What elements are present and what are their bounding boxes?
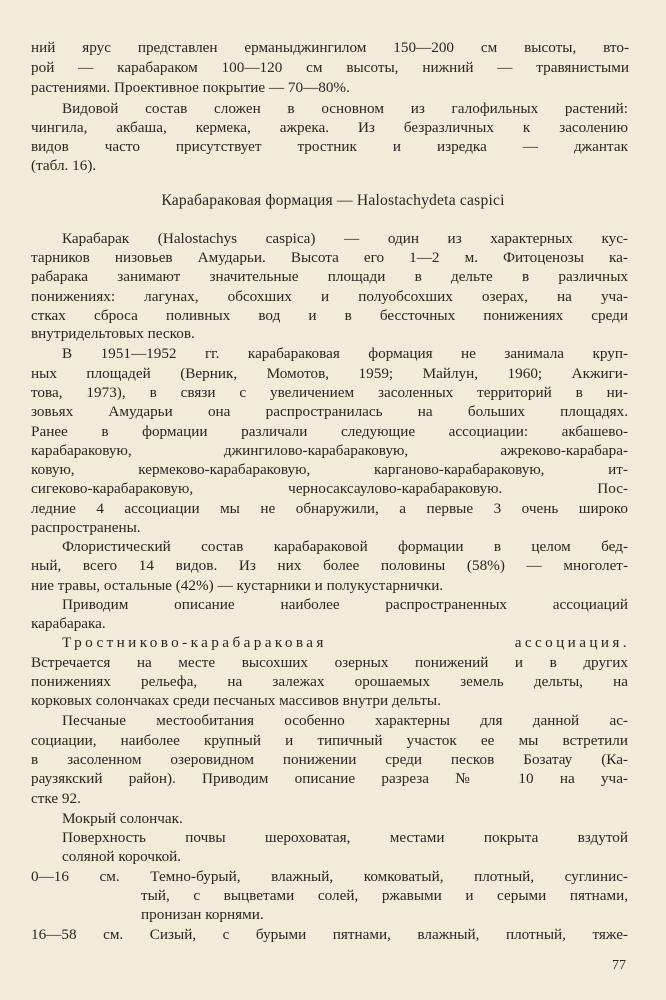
text-line: Песчаные местообитания особенно характерны для данной ас- bbox=[62, 712, 628, 730]
text-line: социации, наиболее крупный и типичный участок ее мы встретили bbox=[31, 731, 628, 749]
soil-layer-line: тый, с выцветами солей, ржавыми и серыми пятнами, bbox=[141, 886, 628, 904]
text-line: распространены. bbox=[31, 518, 141, 536]
text-line: ковую, кермеково-карабараковую, карганово-карабараковую, ит- bbox=[31, 461, 628, 478]
text-line: Флористический состав карабараковой формации в целом бед- bbox=[62, 538, 628, 556]
section-heading: Карабараковая формация — Halostachydeta caspici bbox=[161, 192, 505, 210]
text-line: тарников низовьев Амударьи. Высота его 1—2 м. Фитоценозы ка- bbox=[31, 249, 628, 267]
text-line: Поверхность почвы шероховатая, местами покрыта вздутой bbox=[62, 828, 628, 846]
text-line: Приводим описание наиболее распространенных ассоциаций bbox=[62, 595, 628, 613]
text-line: видов часто присутствует тростник и изредка — джантак bbox=[31, 138, 628, 156]
text-line: карабараковую, джингилово-карабараковую, ажреково-карабара- bbox=[31, 441, 628, 459]
text-line: Встречается на месте высохших озерных понижений и в других bbox=[31, 653, 628, 671]
text-line: Мокрый солончак. bbox=[62, 809, 183, 827]
text-line: това, 1973), в связи с увеличением засоленных территорий в ни- bbox=[31, 384, 628, 401]
text-line: Карабарак (Halostachys caspica) — один из характерных кус- bbox=[62, 229, 628, 247]
text-line: раузякский район). Приводим описание разреза № 10 на уча- bbox=[31, 770, 628, 788]
text-line: понижениях рельефа, на залежах орошаемых земель дельты, на bbox=[31, 673, 628, 690]
text-line: ледние 4 ассоциации мы не обнаружили, а первые 3 очень широко bbox=[31, 499, 628, 517]
text-line: чингила, акбаша, кермека, ажрека. Из безразличных к засолению bbox=[31, 118, 628, 136]
text-line: карабарака. bbox=[31, 615, 106, 633]
text-line: стках сброса поливных вод и в бессточных понижениях среди bbox=[31, 306, 628, 324]
text-line: В 1951—1952 гг. карабараковая формация не занимала круп- bbox=[62, 345, 628, 363]
text-line: стке 92. bbox=[31, 789, 81, 807]
soil-layer-line: 0—16 см. Темно-бурый, влажный, комковатый, плотный, суглинис- bbox=[31, 867, 628, 885]
text-line: ний ярус представлен ерманыджингилом 150—200 см высоты, вто- bbox=[31, 39, 629, 56]
text-line: растениями. Проективное покрытие — 70—80%. bbox=[31, 78, 350, 96]
text-line: Видовой состав сложен в основном из галофильных растений: bbox=[62, 99, 628, 117]
text-line: сигеково-карабараковую, черносаксаулово-карабараковую. Пос- bbox=[31, 480, 628, 498]
text-line: корковых солончаках среди песчаных массивов внутри дельты. bbox=[31, 692, 441, 710]
text-line: соляной корочкой. bbox=[62, 848, 182, 866]
text-line: внутридельтовых песков. bbox=[31, 325, 195, 343]
text-line: рабарака занимают значительные площади в дельте в различных bbox=[31, 268, 628, 286]
text-line: ный, всего 14 видов. Из них более половины (58%) — многолет- bbox=[31, 557, 628, 575]
association-heading: Тростниково-карабараковая ассоциация. bbox=[62, 634, 630, 652]
page-number: 77 bbox=[612, 958, 626, 973]
text-line: (табл. 16). bbox=[31, 157, 97, 175]
soil-layer-line: 16—58 см. Сизый, с бурыми пятнами, влажный, плотный, тяже- bbox=[31, 926, 628, 943]
text-line: ние травы, остальные (42%) — кустарники и полукустарнички. bbox=[31, 576, 444, 594]
text-line: рой — карабараком 100—120 см высоты, нижний — травянистыми bbox=[31, 59, 629, 77]
text-line: понижениях: лагунах, обсохших и полуобсохших озерах, на уча- bbox=[31, 287, 628, 305]
text-line: ных площадей (Верник, Момотов, 1959; Майлун, 1960; Акжиги- bbox=[31, 364, 628, 382]
text-line: Ранее в формации различали следующие ассоциации: акбашево- bbox=[31, 422, 628, 440]
text-line: зовьях Амударьи она распространилась на больших площадях. bbox=[31, 403, 628, 421]
soil-layer-line: пронизан корнями. bbox=[141, 906, 264, 923]
text-line: в засоленном озеровидном понижении среди песков Бозатау (Ка- bbox=[31, 750, 628, 768]
